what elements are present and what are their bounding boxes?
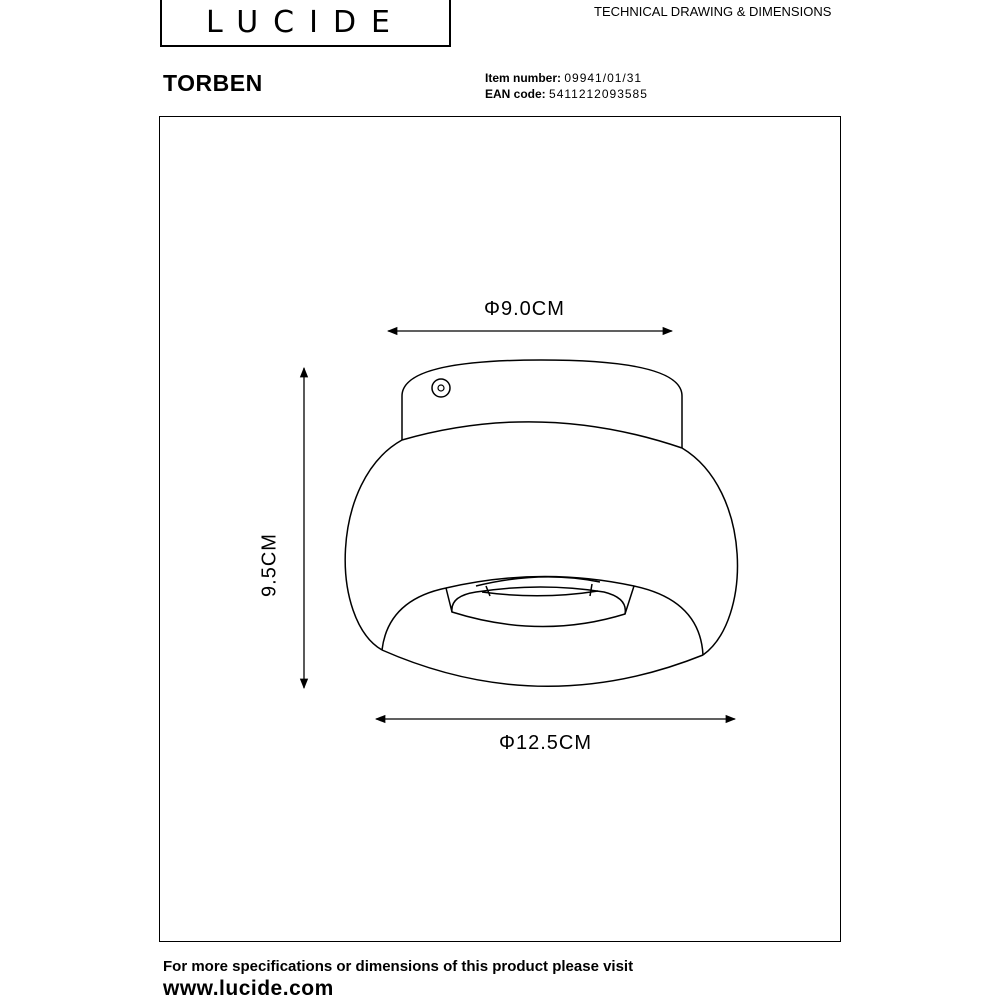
brand-logo-text: LUCIDE [205,5,406,40]
product-name: TORBEN [163,70,263,96]
lamp-opening [382,576,703,655]
footer-url-link[interactable]: www.lucide.com [163,977,334,1000]
ean-label: EAN code: [485,87,546,101]
footer-note: For more specifications or dimensions of this product please visit [163,958,634,975]
ean-value: 5411212093585 [549,87,648,101]
item-number-value: 09941/01/31 [564,71,643,85]
canopy [402,360,682,448]
height-label: 9.5CM [258,533,281,597]
document-type: TECHNICAL DRAWING & DIMENSIONS [594,4,832,19]
top-diameter-label: Φ9.0CM [484,298,565,320]
lamp-body [345,422,737,686]
item-number-label: Item number: [485,71,562,85]
screw-icon [432,379,450,397]
bottom-diameter-label: Φ12.5CM [499,732,592,754]
